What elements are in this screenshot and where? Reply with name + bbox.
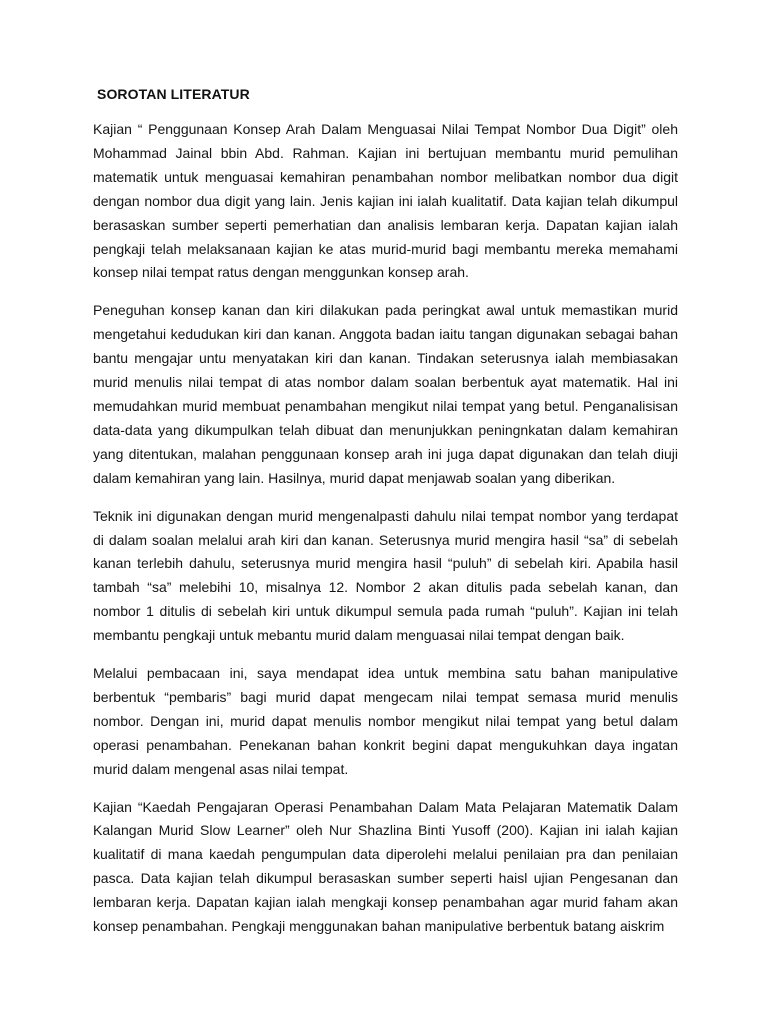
paragraph-1: Kajian “ Penggunaan Konsep Arah Dalam Menguasai Nilai Tempat Nombor Dua Digit” oleh Mohammad Jainal bbin Abd. Rahman. Kajian ini bertujuan membantu murid pemulihan matematik untuk menguasai kemahiran penambahan nombor melibatkan nombor dua digit dengan nombor dua digit yang lain. Jenis kajian ini ialah kualitatif. Data kajian telah dikumpul berasaskan sumber seperti pemerhatian dan analisis lembaran kerja. Dapatan kajian ialah pengkaji telah melaksanaan kajian ke atas murid-murid bagi membantu mereka memahami konsep nilai tempat ratus dengan menggunkan konsep arah. [93,121,678,281]
section-heading: SOROTAN LITERATUR [97,86,250,102]
paragraph-5: Kajian “Kaedah Pengajaran Operasi Penambahan Dalam Mata Pelajaran Matematik Dalam Kalangan Murid Slow Learner” oleh Nur Shazlina Binti Yusoff (200). Kajian ini ialah kajian kualitatif di mana kaedah pengumpulan data diperolehi melalui penilaian pra dan penilaian pasca. Data kajian telah dikumpul berasaskan sumber seperti haisl ujian Pengesanan dan lembaran kerja. Dapatan kajian ialah mengkaji konsep penambahan agar murid faham akan konsep penambahan. Pengkaji menggunakan bahan manipulative berbentuk batang aiskrim [93,798,678,935]
paragraph-2: Peneguhan konsep kanan dan kiri dilakukan pada peringkat awal untuk memastikan murid mengetahui kedudukan kiri dan kanan. Anggota badan iaitu tangan digunakan sebagai bahan bantu mengajar untu menyatakan kiri dan kanan. Tindakan seterusnya ialah membiasakan murid menulis nilai tempat di atas nombor dalam soalan berbentuk ayat matematik. Hal ini memudahkan murid membuat penambahan mengikut nilai tempat yang betul. Penganalisisan data-data yang dikumpulkan telah dibuat dan menunjukkan peningnkatan dalam kemahiran yang ditentukan, malahan penggunaan konsep arah ini juga dapat digunakan dan telah diuji dalam kemahiran yang lain. Hasilnya, murid dapat menjawab soalan yang diberikan. [93,302,678,486]
document-body [93,118,678,953]
paragraph-3: Teknik ini digunakan dengan murid mengenalpasti dahulu nilai tempat nombor yang terdapat di dalam soalan melalui arah kiri dan kanan. Seterusnya murid mengira hasil “sa” di sebelah kanan terlebih dahulu, seterusnya murid mengira hasil “puluh” di sebelah kiri. Apabila hasil tambah “sa” melebihi 10, misalnya 12. Nombor 2 akan ditulis pada sebelah kanan, dan nombor 1 ditulis di sebelah kiri untuk dikumpul semula pada rumah “puluh”. Kajian ini telah membantu pengkaji untuk mebantu murid dalam menguasai nilai tempat dengan baik. [93,507,678,644]
paragraph-4: Melalui pembacaan ini, saya mendapat idea untuk membina satu bahan manipulative berbentuk “pembaris” bagi murid dapat mengecam nilai tempat semasa murid menulis nombor. Dengan ini, murid dapat menulis nombor mengikut nilai tempat yang betul dalam operasi penambahan. Penekanan bahan konkrit begini dapat mengukuhkan daya ingatan murid dalam mengenal asas nilai tempat. [93,665,678,777]
